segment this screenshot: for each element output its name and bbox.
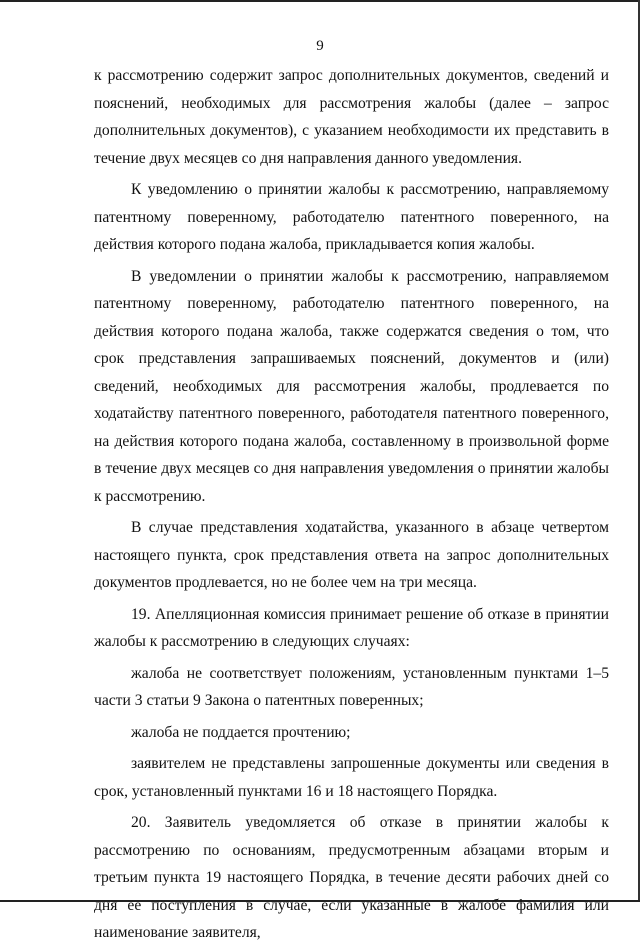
paragraph-deadline-extension: В уведомлении о принятии жалобы к рассмотрению, направляемом патентному поверенному, работодателю патентного поверенного, на действия которого подана жалоба, также содержатся сведения о том, что срок представления запрашиваемых пояснений, документов и (или) сведений, необходимых для рассмотрения жалобы, продлевается по ходатайству патентного поверенного, работодателя патентного поверенного, на действия которого подана жалоба, составленному в произвольной форме в течение двух месяцев со дня направления уведомления о принятии жалобы к рассмотрению. [94,267,609,505]
paragraph-item-20: 20. Заявитель уведомляется об отказе в принятии жалобы к рассмотрению по основаниям, предусмотренным абзацами вторым и третьим пункта 19 настоящего Порядка, в течение десяти рабочих дней со дня ее поступления в случае, если указанные в жалобе фамилия или наименование заявителя, [94,814,609,941]
paragraph-petition: В случае представления ходатайства, указанного в абзаце четвертом настоящего пункта, срок представления ответа на запрос дополнительных документов продлевается, но не более чем на три месяца. [94,519,609,591]
paragraph-continuation: к рассмотрению содержит запрос дополнительных документов, сведений и пояснений, необходимых для рассмотрения жалобы (далее – запрос дополнительных документов), с указанием необходимости их представить в течение двух месяцев со дня направления данного уведомления. [94,67,609,167]
page-number: 9 [316,38,324,54]
document-body [94,62,609,947]
paragraph-complaint-copy: К уведомлению о принятии жалобы к рассмотрению, направляемому патентному поверенному, работодателю патентного поверенного, на действия которого подана жалоба, прикладывается копия жалобы. [94,181,609,253]
scan-border-top [0,0,640,2]
paragraph-item-19: 19. Апелляционная комиссия принимает решение об отказе в принятии жалобы к рассмотрению в следующих случаях: [94,605,609,650]
list-item-missing-documents: заявителем не представлены запрошенные документы или сведения в срок, установленный пунктами 16 и 18 настоящего Порядка. [94,755,609,800]
list-item-unreadable: жалоба не поддается прочтению; [131,723,351,741]
list-item-nonconformity: жалоба не соответствует положениям, установленным пунктами 1–5 части 3 статьи 9 Закона о патентных поверенных; [94,664,609,709]
